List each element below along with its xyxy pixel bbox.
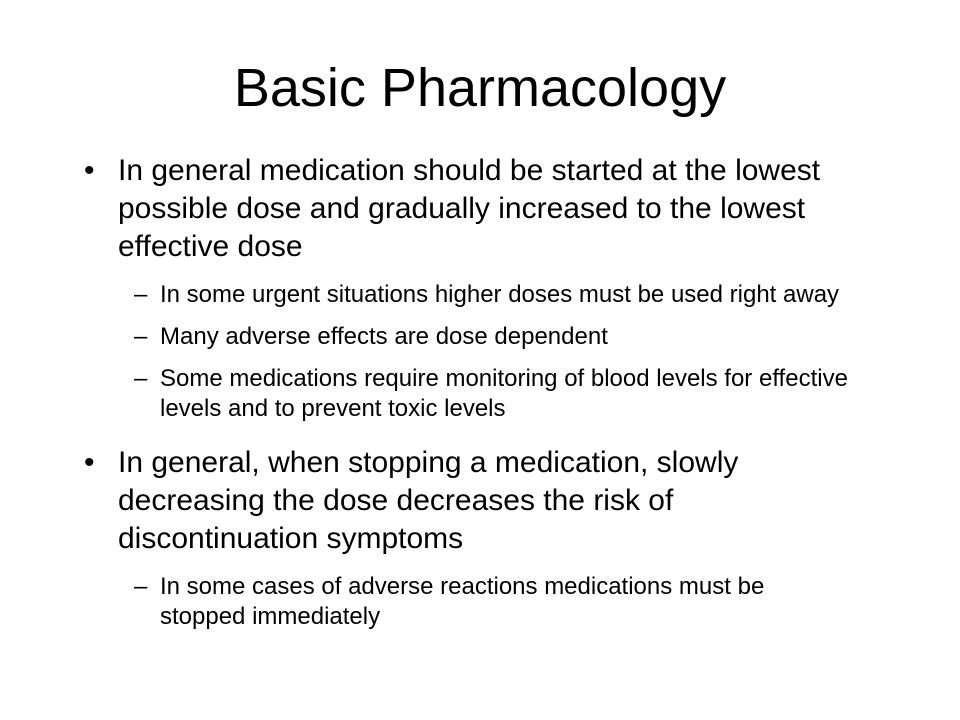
sub-bullet-marker: – — [134, 281, 148, 308]
bullet-marker: • — [84, 154, 95, 187]
sub-bullet-marker: – — [134, 323, 148, 350]
sub-bullet-text: In some cases of adverse reactions medications must be stopped immediately — [160, 573, 765, 630]
sub-bullet-marker: – — [134, 365, 148, 392]
sub-bullet-item — [134, 322, 850, 352]
sub-bullet-text: In some urgent situations higher doses must be used right away — [160, 281, 840, 308]
sub-bullet-text: Some medications require monitoring of blood levels for effective levels and to prevent toxic levels — [160, 365, 848, 422]
sub-bullet-item — [134, 572, 850, 632]
bullet-item — [84, 444, 858, 558]
slide-title: Basic Pharmacology — [233, 58, 727, 118]
slide-body — [0, 152, 960, 632]
bullet-marker: • — [84, 446, 95, 479]
sub-bullet-marker: – — [134, 573, 148, 600]
sub-bullet-text: Many adverse effects are dose dependent — [160, 323, 608, 350]
sub-bullet-item — [134, 364, 850, 424]
bullet-text: In general medication should be started at the lowest possible dose and gradually increased to the lowest effective dose — [118, 154, 821, 263]
bullet-text: In general, when stopping a medication, slowly decreasing the dose decreases the risk of discontinuation symptoms — [118, 446, 739, 555]
bullet-item — [84, 152, 858, 266]
sub-bullet-item — [134, 280, 850, 310]
